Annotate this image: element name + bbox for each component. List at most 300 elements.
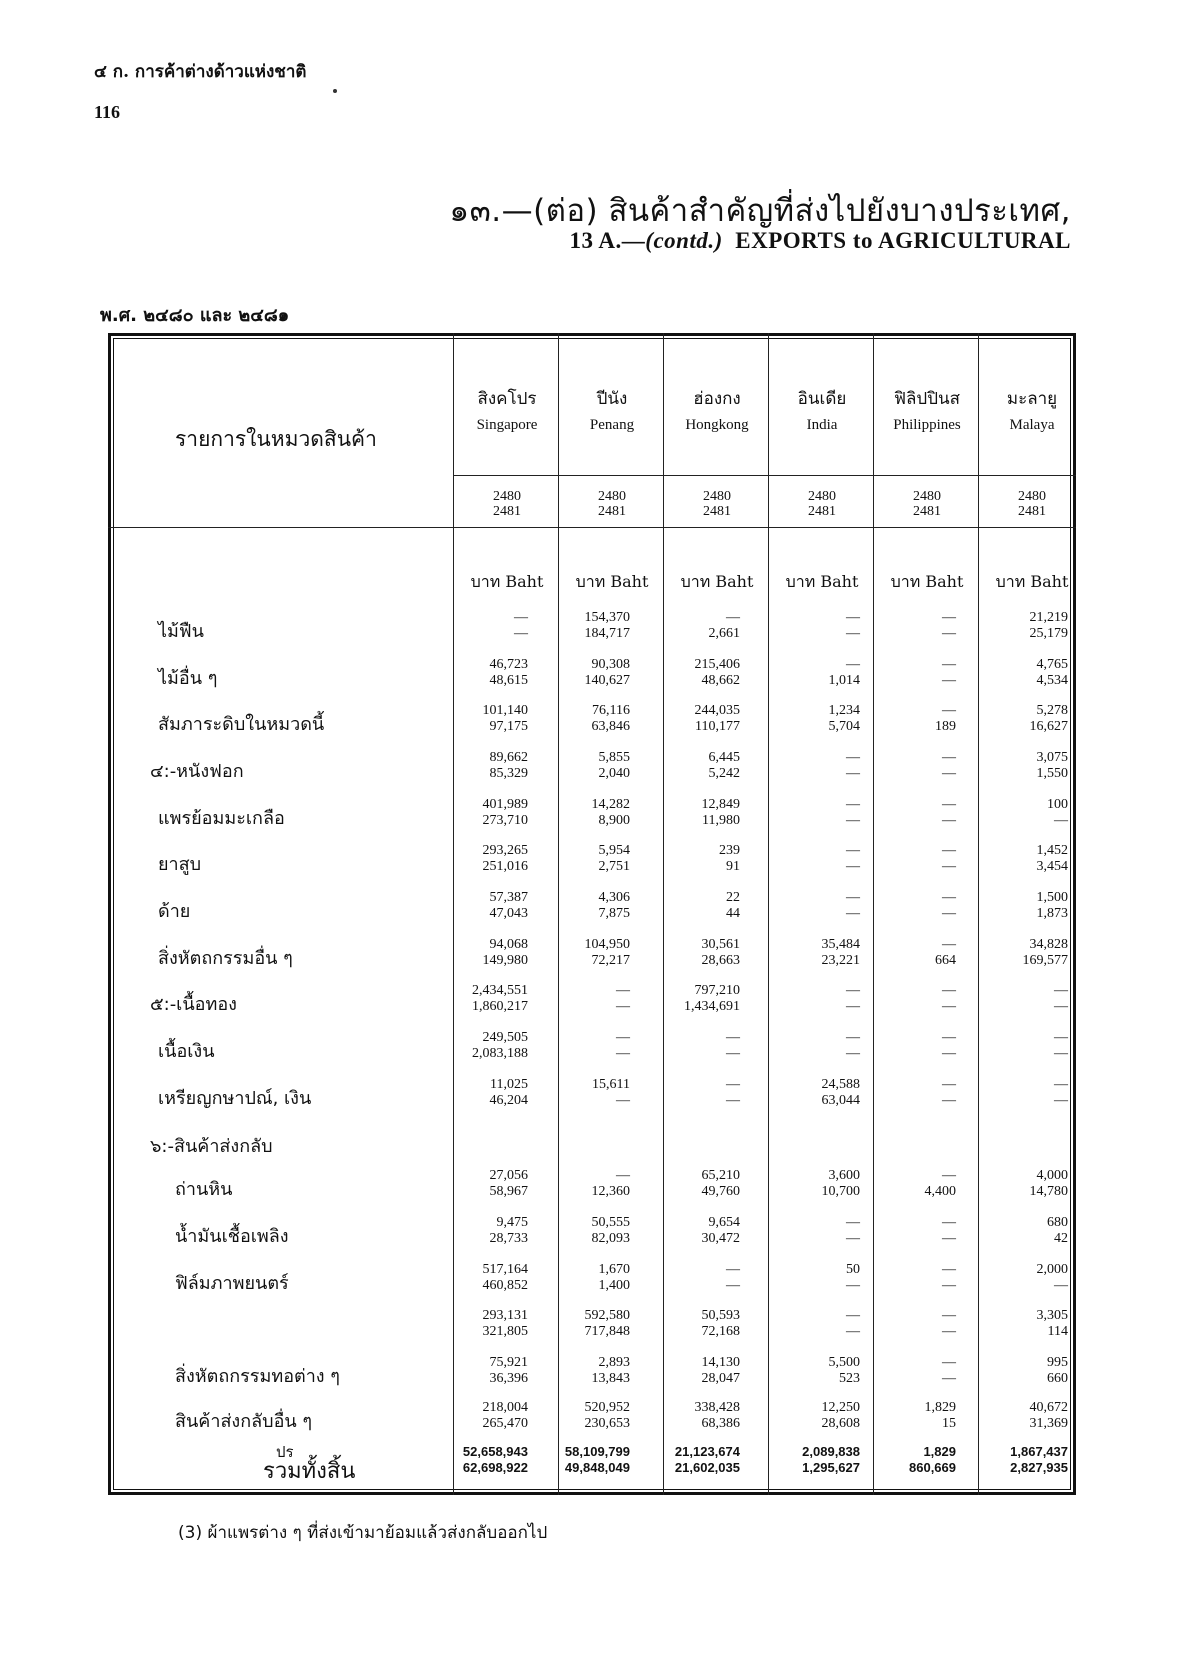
table-cell <box>856 703 956 735</box>
value-2480: 4,765 <box>1036 657 1068 672</box>
column-english-name: Singapore <box>476 417 538 433</box>
row-label: เนื้อเงิน <box>158 1041 215 1062</box>
value-2480: 338,428 <box>694 1400 740 1415</box>
table-cell <box>856 750 956 782</box>
value-2481: 48,662 <box>701 673 740 688</box>
table-cell <box>428 1262 528 1294</box>
table-cell <box>530 843 630 875</box>
row-label: ไม้อื่น ๆ <box>158 668 218 689</box>
column-years <box>455 489 559 519</box>
value-2481: — <box>616 1046 630 1061</box>
value-2481: 25,179 <box>1029 626 1068 641</box>
value-2480: — <box>942 610 956 625</box>
value-2481: — <box>846 906 860 921</box>
row-label: ถ่านหิน <box>175 1179 233 1200</box>
row-label: สิ่งหัตถกรรมอื่น ๆ <box>158 948 293 969</box>
value-2480: 3,600 <box>828 1168 860 1183</box>
value-2480: 592,580 <box>584 1308 630 1323</box>
table-cell <box>856 1400 956 1432</box>
value-2480: 22 <box>726 890 740 905</box>
value-2480: 517,164 <box>482 1262 528 1277</box>
table-cell <box>968 890 1068 922</box>
table-cell <box>428 750 528 782</box>
title-en-prefix: 13 A.— <box>569 228 646 253</box>
value-2480: — <box>942 657 956 672</box>
value-2480: — <box>846 983 860 998</box>
value-2481: 321,805 <box>482 1324 528 1339</box>
value-2481 <box>530 1141 630 1157</box>
value-2481: 265,470 <box>482 1416 528 1431</box>
value-2481: 31,369 <box>1029 1416 1068 1431</box>
value-2481: 189 <box>935 719 956 734</box>
table-cell <box>530 1355 630 1387</box>
year-second: 2481 <box>808 504 836 519</box>
table-cell <box>968 1125 1068 1157</box>
value-2481: 49,760 <box>701 1184 740 1199</box>
value-2481: — <box>1054 813 1068 828</box>
table-cell <box>856 657 956 689</box>
speck <box>333 89 337 93</box>
table-cell <box>530 1168 630 1200</box>
value-2481 <box>968 1141 1068 1157</box>
table-cell <box>640 843 740 875</box>
value-2481: — <box>846 1046 860 1061</box>
value-2481: 2,661 <box>708 626 740 641</box>
table-cell <box>428 1308 528 1340</box>
total-cell <box>640 1444 740 1476</box>
value-2481: — <box>616 1093 630 1108</box>
value-2480: 11,025 <box>490 1077 528 1092</box>
table-cell <box>530 703 630 735</box>
column-english-name: Malaya <box>1009 417 1055 433</box>
table-cell <box>856 983 956 1015</box>
value-2480: 5,855 <box>598 750 630 765</box>
table-cell <box>428 1355 528 1387</box>
value-2481: — <box>942 1231 956 1246</box>
value-2480: 12,250 <box>821 1400 860 1415</box>
year-second: 2481 <box>598 504 626 519</box>
value-2481: 23,221 <box>821 953 860 968</box>
value-2481: — <box>942 766 956 781</box>
value-2481: 8,900 <box>598 813 630 828</box>
value-2481: 63,044 <box>821 1093 860 1108</box>
column-header-penang <box>560 385 664 434</box>
table-cell <box>760 1400 860 1432</box>
value-2480: 50,593 <box>701 1308 740 1323</box>
value-2481: 42 <box>1054 1231 1068 1246</box>
value-2480: 2,893 <box>598 1355 630 1370</box>
table-cell <box>968 1262 1068 1294</box>
row-label: สัมภาระดิบในหมวดนี้ <box>158 714 325 735</box>
table-cell <box>428 983 528 1015</box>
value-2480: 50,555 <box>591 1215 630 1230</box>
row-label: ไม้ฟืน <box>158 621 204 642</box>
value-2480: 76,116 <box>592 703 630 718</box>
value-2480: 154,370 <box>584 610 630 625</box>
value-2481: — <box>1054 1278 1068 1293</box>
value-2480: — <box>846 890 860 905</box>
column-years <box>875 489 979 519</box>
value-2480 <box>428 1125 528 1141</box>
table-cell <box>968 1355 1068 1387</box>
year-first: 2480 <box>598 489 626 504</box>
column-english-name: Penang <box>589 417 635 433</box>
value-2481: 230,653 <box>584 1416 630 1431</box>
years-label: พ.ศ. ๒๔๘๐ และ ๒๔๘๑ <box>100 305 290 326</box>
row-label: น้ำมันเชื้อเพลิง <box>175 1226 289 1247</box>
value-2480: 89,662 <box>489 750 528 765</box>
value-2480: 4,000 <box>1036 1168 1068 1183</box>
table-cell <box>640 1262 740 1294</box>
table-cell <box>640 1215 740 1247</box>
table-cell <box>530 983 630 1015</box>
value-2481: — <box>942 1093 956 1108</box>
column-header-india <box>770 385 874 434</box>
total-2480: 1,829 <box>923 1444 956 1459</box>
table-cell <box>428 843 528 875</box>
table-cell <box>856 843 956 875</box>
value-2480: — <box>846 1308 860 1323</box>
table-cell <box>428 937 528 969</box>
value-2481 <box>640 1141 740 1157</box>
value-2480: 293,265 <box>482 843 528 858</box>
value-2481: 149,980 <box>482 953 528 968</box>
value-2481: — <box>846 1278 860 1293</box>
value-2481 <box>760 1141 860 1157</box>
value-2480: — <box>726 1262 740 1277</box>
table-cell <box>760 797 860 829</box>
column-unit: บาท Baht <box>575 572 649 591</box>
table-cell <box>640 610 740 642</box>
value-2480: — <box>1054 983 1068 998</box>
value-2481: 58,967 <box>489 1184 528 1199</box>
value-2481: 10,700 <box>821 1184 860 1199</box>
item-column-header: รายการในหมวดสินค้า <box>175 427 377 451</box>
value-2480: — <box>942 1168 956 1183</box>
year-second: 2481 <box>913 504 941 519</box>
value-2480: — <box>846 843 860 858</box>
value-2480: 5,954 <box>598 843 630 858</box>
value-2480: 520,952 <box>584 1400 630 1415</box>
value-2481: 68,386 <box>701 1416 740 1431</box>
value-2481: 1,434,691 <box>684 999 740 1014</box>
total-cell <box>428 1444 528 1476</box>
table-cell <box>760 1125 860 1157</box>
table-cell <box>968 703 1068 735</box>
value-2480: — <box>846 610 860 625</box>
table-cell <box>530 1125 630 1157</box>
value-2480 <box>530 1125 630 1141</box>
value-2481: 72,168 <box>701 1324 740 1339</box>
value-2481: — <box>846 813 860 828</box>
value-2481: 28,608 <box>821 1416 860 1431</box>
value-2481: — <box>726 1046 740 1061</box>
column-unit: บาท Baht <box>785 572 859 591</box>
value-2481: 1,550 <box>1036 766 1068 781</box>
table-cell <box>640 1168 740 1200</box>
total-2481: 62,698,922 <box>462 1460 528 1475</box>
value-2480: 94,068 <box>489 937 528 952</box>
table-cell <box>968 1030 1068 1062</box>
total-2481: 860,669 <box>909 1460 956 1475</box>
value-2480: 1,452 <box>1036 843 1068 858</box>
running-head: ๔ ก. การค้าต่างด้าวแห่งชาติ <box>94 62 307 82</box>
value-2480: 249,505 <box>482 1030 528 1045</box>
value-2480: 293,131 <box>482 1308 528 1323</box>
table-cell <box>640 797 740 829</box>
value-2480: — <box>942 890 956 905</box>
column-thai-name: ปีนัง <box>596 389 628 409</box>
title-english <box>569 228 1071 254</box>
table-cell <box>856 1077 956 1109</box>
footnote: (3) ผ้าแพรต่าง ๆ ที่ส่งเข้ามาย้อมแล้วส่งกลับออกไป <box>178 1523 548 1543</box>
value-2480: 21,219 <box>1029 610 1068 625</box>
table-cell <box>428 657 528 689</box>
value-2480: 797,210 <box>694 983 740 998</box>
table-cell <box>530 890 630 922</box>
table-cell <box>640 890 740 922</box>
value-2480: 5,278 <box>1036 703 1068 718</box>
value-2480: — <box>846 797 860 812</box>
table-cell <box>428 703 528 735</box>
value-2481: — <box>846 859 860 874</box>
value-2481: 7,875 <box>598 906 630 921</box>
table-cell <box>640 1125 740 1157</box>
column-thai-name: ฮ่องกง <box>693 389 741 409</box>
row-label: ยาสูบ <box>158 854 202 875</box>
value-2481: 82,093 <box>591 1231 630 1246</box>
table-cell <box>640 750 740 782</box>
value-2481: 273,710 <box>482 813 528 828</box>
table-cell <box>640 1077 740 1109</box>
value-2481: 15 <box>942 1416 956 1431</box>
value-2481: — <box>846 1324 860 1339</box>
value-2480: — <box>942 843 956 858</box>
value-2481: 36,396 <box>489 1371 528 1386</box>
value-2480: — <box>726 610 740 625</box>
row-label: แพรย้อมมะเกลือ <box>158 808 285 829</box>
total-2480: 21,123,674 <box>674 1444 740 1459</box>
value-2481: 1,400 <box>598 1278 630 1293</box>
table-cell <box>530 1077 630 1109</box>
value-2480 <box>968 1125 1068 1141</box>
column-thai-name: อินเดีย <box>797 389 847 409</box>
page-number: 116 <box>94 102 121 122</box>
table-cell <box>968 843 1068 875</box>
column-header-philippines <box>875 385 979 434</box>
value-2480: 30,561 <box>701 937 740 952</box>
table-cell <box>968 1308 1068 1340</box>
column-thai-name: มะลายู <box>1006 389 1058 409</box>
table-cell <box>428 1215 528 1247</box>
table-cell <box>640 1030 740 1062</box>
table-cell <box>530 610 630 642</box>
value-2480: 101,140 <box>482 703 528 718</box>
column-thai-name: ฟิลิปปินส <box>893 389 961 409</box>
value-2481: — <box>726 1093 740 1108</box>
value-2480: — <box>942 797 956 812</box>
table-cell <box>968 983 1068 1015</box>
value-2480: — <box>846 1215 860 1230</box>
table-cell <box>760 983 860 1015</box>
table-cell <box>760 1308 860 1340</box>
value-2481: 14,780 <box>1029 1184 1068 1199</box>
row-label: ๖:-สินค้าส่งกลับ <box>150 1136 273 1157</box>
year-first: 2480 <box>913 489 941 504</box>
value-2480: — <box>942 1355 956 1370</box>
value-2480: 4,306 <box>598 890 630 905</box>
value-2481: — <box>942 906 956 921</box>
value-2480: — <box>846 657 860 672</box>
value-2481: — <box>942 813 956 828</box>
value-2480: 5,500 <box>828 1355 860 1370</box>
title-en-rest: EXPORTS to AGRICULTURAL <box>735 228 1071 253</box>
year-second: 2481 <box>703 504 731 519</box>
table-cell <box>968 937 1068 969</box>
table-cell <box>428 1168 528 1200</box>
total-2481: 49,848,049 <box>564 1460 630 1475</box>
value-2481: 46,204 <box>489 1093 528 1108</box>
table-cell <box>968 797 1068 829</box>
year-first: 2480 <box>703 489 731 504</box>
value-2481: 184,717 <box>584 626 630 641</box>
total-cell <box>856 1444 956 1476</box>
value-2480: — <box>514 610 528 625</box>
table-cell <box>530 1215 630 1247</box>
table-cell <box>856 1030 956 1062</box>
value-2481: — <box>942 999 956 1014</box>
value-2480: 6,445 <box>708 750 740 765</box>
table-cell <box>760 1030 860 1062</box>
total-note: ปร <box>276 1443 294 1461</box>
value-2481: — <box>1054 999 1068 1014</box>
row-label: เหรียญกษาปณ์, เงิน <box>158 1088 312 1109</box>
value-2481: 2,040 <box>598 766 630 781</box>
value-2480: 1,500 <box>1036 890 1068 905</box>
value-2480: 75,921 <box>489 1355 528 1370</box>
value-2481: — <box>1054 1093 1068 1108</box>
value-2481 <box>428 1141 528 1157</box>
year-first: 2480 <box>493 489 521 504</box>
value-2480: — <box>942 1262 956 1277</box>
row-label: ฟิล์มภาพยนตร์ <box>175 1273 289 1294</box>
value-2480: 35,484 <box>821 937 860 952</box>
value-2481: 1,873 <box>1036 906 1068 921</box>
value-2481: 1,014 <box>828 673 860 688</box>
table-cell <box>530 1030 630 1062</box>
column-english-name: Hongkong <box>685 417 749 433</box>
table-cell <box>530 1308 630 1340</box>
table-cell <box>428 1077 528 1109</box>
value-2481: — <box>942 1371 956 1386</box>
value-2481 <box>856 1141 956 1157</box>
table-cell <box>428 1125 528 1157</box>
value-2481: — <box>616 999 630 1014</box>
value-2481: 660 <box>1047 1371 1068 1386</box>
value-2480: 218,004 <box>482 1400 528 1415</box>
value-2480: — <box>942 983 956 998</box>
table-cell <box>856 610 956 642</box>
value-2480: 3,075 <box>1036 750 1068 765</box>
table-cell <box>530 750 630 782</box>
column-unit: บาท Baht <box>680 572 754 591</box>
value-2480: 1,234 <box>828 703 860 718</box>
table-cell <box>856 1125 956 1157</box>
value-2480: — <box>616 1168 630 1183</box>
total-2480: 1,867,437 <box>1010 1444 1068 1459</box>
value-2481: 110,177 <box>695 719 740 734</box>
year-first: 2480 <box>1018 489 1046 504</box>
value-2480: 57,387 <box>489 890 528 905</box>
value-2481: 30,472 <box>701 1231 740 1246</box>
value-2481: — <box>726 1278 740 1293</box>
table-cell <box>760 1355 860 1387</box>
table-cell <box>856 1355 956 1387</box>
value-2480: — <box>726 1030 740 1045</box>
column-unit: บาท Baht <box>890 572 964 591</box>
column-thai-name: สิงคโปร <box>477 389 537 409</box>
value-2481: — <box>942 1278 956 1293</box>
value-2481: 47,043 <box>489 906 528 921</box>
value-2480: — <box>942 1077 956 1092</box>
value-2480: 104,950 <box>584 937 630 952</box>
value-2480: 215,406 <box>694 657 740 672</box>
value-2480: 46,723 <box>489 657 528 672</box>
title-thai: ๑๓.—(ต่อ) สินค้าสำคัญที่ส่งไปยังบางประเทศ, <box>449 193 1071 229</box>
value-2480: — <box>616 983 630 998</box>
table-cell <box>760 1215 860 1247</box>
value-2480: 40,672 <box>1029 1400 1068 1415</box>
value-2480: — <box>942 1308 956 1323</box>
table-cell <box>968 1077 1068 1109</box>
value-2480: 1,829 <box>924 1400 956 1415</box>
value-2481: 63,846 <box>591 719 630 734</box>
value-2480: — <box>616 1030 630 1045</box>
total-2481: 21,602,035 <box>674 1460 740 1475</box>
table-cell <box>640 983 740 1015</box>
value-2480: — <box>846 1030 860 1045</box>
total-cell <box>968 1444 1068 1476</box>
total-2480: 58,109,799 <box>564 1444 630 1459</box>
value-2481: — <box>846 1231 860 1246</box>
table-cell <box>968 1168 1068 1200</box>
value-2480: 65,210 <box>701 1168 740 1183</box>
value-2480: 2,434,551 <box>472 983 528 998</box>
table-cell <box>640 1400 740 1432</box>
value-2481: 664 <box>935 953 956 968</box>
header-divider <box>453 475 1076 476</box>
value-2481: — <box>942 673 956 688</box>
table-cell <box>968 1215 1068 1247</box>
value-2480: 9,475 <box>496 1215 528 1230</box>
table-cell <box>530 797 630 829</box>
value-2480: 9,654 <box>708 1215 740 1230</box>
value-2480: 239 <box>719 843 740 858</box>
table-cell <box>968 657 1068 689</box>
row-label: สินค้าส่งกลับอื่น ๆ <box>175 1411 313 1432</box>
table-cell <box>760 657 860 689</box>
row-label: ๔:-หนังฟอก <box>150 761 244 782</box>
value-2481: 523 <box>839 1371 860 1386</box>
value-2480: 244,035 <box>694 703 740 718</box>
value-2480: 2,000 <box>1036 1262 1068 1277</box>
header-bottom-rule <box>108 527 1076 528</box>
value-2480: 12,849 <box>701 797 740 812</box>
value-2481: 91 <box>726 859 740 874</box>
table-cell <box>760 1262 860 1294</box>
value-2481: — <box>942 626 956 641</box>
column-english-name: Philippines <box>893 417 961 433</box>
